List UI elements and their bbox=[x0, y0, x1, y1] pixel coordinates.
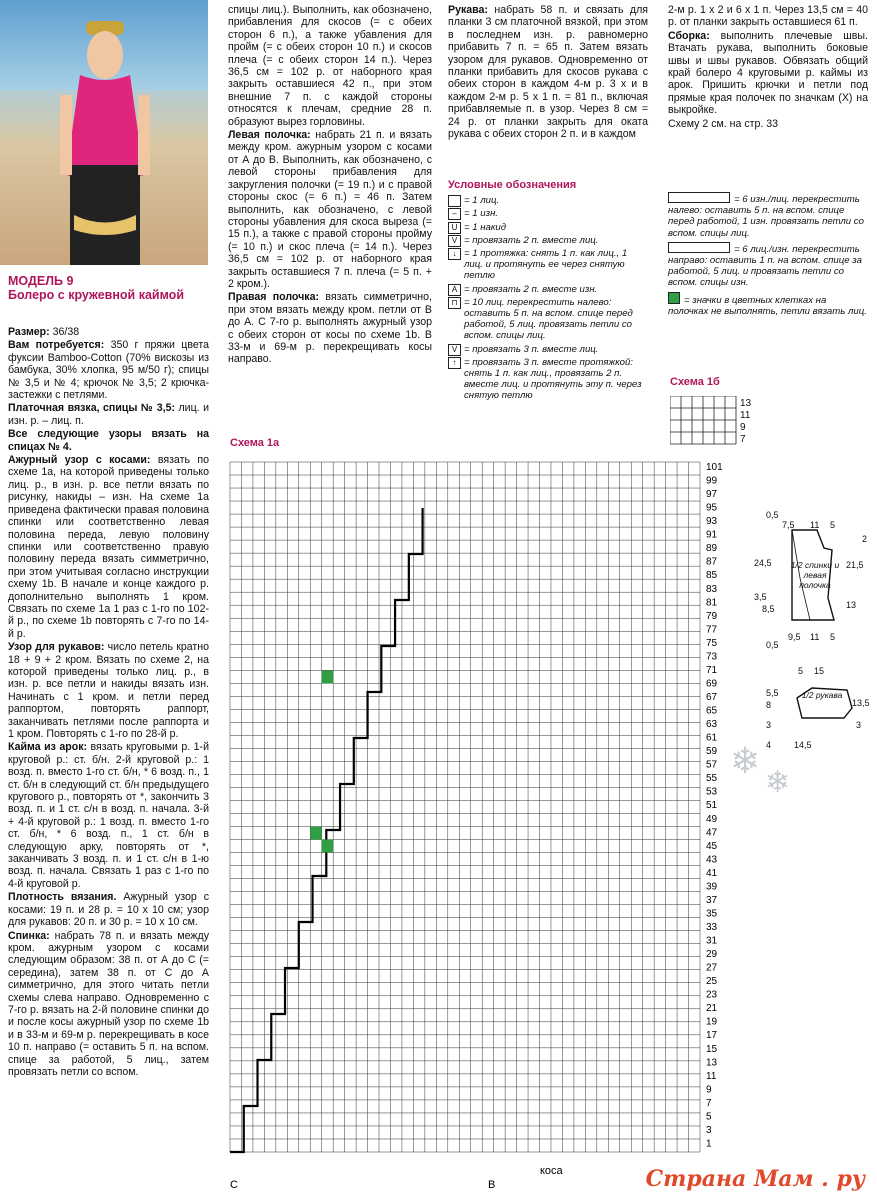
paragraph-heading: Плотность вязания. bbox=[8, 891, 117, 904]
row-number: 7 bbox=[706, 1097, 712, 1109]
dim-label: 3 bbox=[766, 720, 772, 730]
paragraph-text: набрать 21 п. и вязать между кром. ажурным узором с косами от А до В. Выполнить, как обозначено, с левой стороны прибавления для закругления полочки (= 19 п.) и с правой стороны скос (= 6 п.) = 46 п. Затем выполнить, как обозначено, с левой стороны убавления для скоса выреза (= 15 п.), а также с правой стороны пройму (= 10 п.) и скос плеча (= 14 п.). Через 36,5 см = 102 р. от наборного края закрыть оставшиеся 7 п. плеча (= 5 п. + 2 кром.). bbox=[228, 129, 432, 290]
row-number: 39 bbox=[706, 881, 718, 893]
chart-1b-title: Схема 1б bbox=[670, 376, 720, 388]
legend-symbol-icon: ↓ bbox=[448, 248, 461, 260]
legend-symbol-icon: ↑ bbox=[448, 357, 461, 369]
paragraph-heading: Платочная вязка, спицы № 3,5: bbox=[8, 402, 175, 415]
legend-item bbox=[448, 297, 648, 342]
label-b: B bbox=[488, 1179, 496, 1191]
dim-label: 8 bbox=[766, 700, 772, 710]
legend-text: = 10 лиц. перекрестить налево: оставить 5 п. на вспом. спице перед работой, 5 лиц. провязать петли со вспом. спицы лиц. bbox=[464, 296, 633, 342]
legend-text: = 1 изн. bbox=[464, 208, 499, 220]
row-number: 91 bbox=[706, 529, 718, 541]
row-number: 37 bbox=[706, 894, 718, 906]
legend-item bbox=[448, 248, 648, 282]
row-number: 13 bbox=[706, 1057, 718, 1069]
pattern-label-bodice: 1/2 спинки и левая полочка bbox=[790, 560, 840, 590]
paragraph-heading: Вам потребуется: bbox=[8, 339, 105, 352]
dim-label: 7,5 bbox=[782, 520, 795, 530]
row-number: 27 bbox=[706, 962, 718, 974]
row-number: 81 bbox=[706, 597, 718, 609]
paragraph-heading: Ажурный узор с косами: bbox=[8, 454, 151, 467]
paragraph bbox=[8, 326, 209, 338]
paragraph-text: вязать круговыми р. 1-й круговой р.: ст. б/н. 2-й круговой р.: 1 возд. п. вместо 1-го ст. б/н, * 6 возд. п., 1 ст. б/н в следующий ст. б/н предыдущего кругового р., повторять от *, закончить 3 возд. п. и 1 ст. с/н в возд. п. начала. 3-й + 4-й круговой р.: 1 возд. п. вместо 1-го ст. б/н, * 6 возд. п., 1 ст. б/н в следующую арку, повторять от *, заканчивать 3 возд. п. и 1 ст. с/н в 1-ю возд. п. начала. Связать 1 раз с 1-го по 4-й круговой р. bbox=[8, 741, 209, 890]
legend-text: = 6 лиц./изн. перекрестить направо: оставить 1 п. на вспом. спице за работой, 5 лиц. и провязать петли со вспом. спицы изн. bbox=[668, 243, 862, 289]
paragraph bbox=[228, 129, 432, 290]
row-number: 1 bbox=[706, 1138, 712, 1150]
row-number: 3 bbox=[706, 1124, 712, 1136]
snowflake-icon: ❄ bbox=[765, 766, 791, 799]
model-heading bbox=[8, 274, 184, 302]
dim-label: 14,5 bbox=[794, 740, 812, 750]
chart-1a-title: Схема 1а bbox=[230, 437, 280, 449]
dim-label: 24,5 bbox=[754, 558, 772, 568]
cross-symbol-icon bbox=[668, 242, 730, 253]
pattern-label-sleeve: 1/2 рукава bbox=[801, 690, 843, 700]
row-number: 5 bbox=[706, 1111, 712, 1123]
row-number: 13 bbox=[740, 398, 752, 409]
legend-item bbox=[668, 242, 868, 289]
paragraph bbox=[8, 891, 209, 928]
row-number: 15 bbox=[706, 1043, 718, 1055]
row-number: 85 bbox=[706, 570, 718, 582]
legend-item bbox=[448, 235, 648, 246]
legend-symbol-icon: ⊓ bbox=[448, 297, 461, 309]
paragraph bbox=[8, 641, 209, 740]
row-number: 23 bbox=[706, 989, 718, 1001]
legend-text: = провязать 3 п. вместе лиц. bbox=[464, 343, 599, 355]
row-number: 19 bbox=[706, 1016, 718, 1028]
row-number: 77 bbox=[706, 624, 718, 636]
paragraph-heading: Все следующие узоры вязать на спицах № 4. bbox=[8, 428, 209, 453]
row-number: 83 bbox=[706, 583, 718, 595]
legend-item bbox=[668, 192, 868, 239]
paragraph-text: вязать по схеме 1а, на которой приведены только лиц. р., в изн. р. все петли вязать по рисунку, накиды – изн. На схеме 1а приведена фактически правая половина спинки или соответственно левая половина переда, левую половину спинки или соответственно правую половину переда вязать симметрично, при этом учитывая согласно инструкции схему 1b. В начале и конце каждого р. дополнительно выполнять 1 кром. Связать по схеме 1а 1 раз с 1-го по 102-й р., по схеме 1b повторять с 7-го по 14-й р. bbox=[8, 454, 209, 640]
dim-label: 15 bbox=[814, 666, 825, 676]
legend-item bbox=[448, 284, 648, 295]
dim-label: 21,5 bbox=[846, 560, 864, 570]
legend-item bbox=[448, 195, 648, 206]
dim-label: 5 bbox=[798, 666, 804, 676]
legend-symbol-icon: V bbox=[448, 235, 461, 247]
row-number: 97 bbox=[706, 489, 718, 501]
paragraph bbox=[8, 428, 209, 453]
row-number: 43 bbox=[706, 854, 718, 866]
dim-label: 13 bbox=[846, 600, 857, 610]
row-number: 41 bbox=[706, 867, 718, 879]
row-number: 61 bbox=[706, 732, 718, 744]
legend-symbol-icon: – bbox=[448, 208, 461, 220]
row-number: 45 bbox=[706, 840, 718, 852]
legend-title: Условные обозначения bbox=[448, 179, 577, 191]
row-number: 67 bbox=[706, 692, 718, 703]
paragraph bbox=[8, 339, 209, 401]
row-number: 59 bbox=[706, 746, 718, 758]
row-number: 89 bbox=[706, 543, 718, 555]
row-number: 93 bbox=[706, 516, 718, 528]
paragraph-heading: Правая полочка: bbox=[228, 291, 320, 304]
braid-label: коса bbox=[540, 1165, 563, 1177]
paragraph-text: Схему 2 см. на стр. 33 bbox=[668, 117, 779, 130]
dim-label: 4 bbox=[766, 740, 772, 750]
dim-label: 5 bbox=[830, 632, 836, 642]
row-number: 29 bbox=[706, 949, 718, 961]
row-number: 71 bbox=[706, 664, 718, 676]
dim-label: 11 bbox=[810, 520, 820, 530]
paragraph bbox=[448, 4, 648, 140]
row-number: 17 bbox=[706, 1030, 718, 1042]
row-number: 9 bbox=[740, 422, 746, 433]
dim-label: 5,5 bbox=[766, 688, 779, 698]
row-number: 49 bbox=[706, 813, 718, 825]
paragraph bbox=[8, 402, 209, 427]
paragraph-heading: Спинка: bbox=[8, 929, 50, 942]
row-number: 11 bbox=[740, 410, 751, 421]
green-cell bbox=[322, 670, 333, 683]
paragraph-heading: Узор для рукавов: bbox=[8, 641, 105, 654]
legend bbox=[448, 180, 648, 404]
legend-text: = значки в цветных клетках на полочках не выполнять, петли вязать лиц. bbox=[668, 294, 867, 317]
legend-item bbox=[668, 292, 868, 317]
paragraph-text: 36/38 bbox=[49, 326, 80, 338]
paragraph-text: число петель кратно 18 + 9 + 2 кром. Вязать по схеме 2, на которой приведены только лиц. р., в изн. р. все петли и накиды вязать изн. Начинать с 1 кром. и петли перед раппортом, повторять раппорт, заканчивать петлями после раппорта и 1 кром. Повторять с 1-го по 28-й р. bbox=[8, 641, 209, 740]
dim-label: 0,5 bbox=[766, 640, 779, 650]
legend-crossings bbox=[668, 192, 868, 320]
green-cell bbox=[322, 840, 333, 853]
text-column-2 bbox=[228, 4, 432, 367]
row-number: 51 bbox=[706, 800, 718, 812]
text-column-3 bbox=[448, 4, 648, 141]
legend-symbol-icon: A bbox=[448, 284, 461, 296]
paragraph bbox=[668, 118, 868, 130]
green-cell-icon bbox=[668, 292, 680, 304]
paragraph-heading: Сборка: bbox=[668, 29, 710, 42]
paragraph-heading: Левая полочка: bbox=[228, 129, 311, 142]
legend-text: = 1 лиц. bbox=[464, 195, 500, 207]
dim-label: 11 bbox=[810, 632, 820, 642]
shaping-outline bbox=[230, 508, 423, 1152]
legend-symbol-icon: V bbox=[448, 344, 461, 356]
paragraph-text: выполнить плечевые швы. Втачать рукава, выполнить боковые швы и швы рукавов. Обвязать общий край болеро 4 круговыми р. каймы из арок. Пришить крючки и петли под прямые края полочек по значкам (Х) на выкройке. bbox=[668, 29, 868, 117]
legend-text: = провязать 3 п. вместе протяжкой: снять 1 п. как лиц., провязать 2 п. вместе лиц. и протянуть эту п. через снятую петлю bbox=[464, 356, 642, 402]
paragraph-text: 350 г пряжи цвета фуксии Bamboo-Cotton (70% вискозы из бамбука, 30% хлопка, 95 м/50 г); спицы № 3,5 и № 4; крючок № 3,5; 2 крючка-застежки с петлями. bbox=[8, 339, 209, 402]
paragraph bbox=[228, 4, 432, 128]
pattern-pieces bbox=[752, 508, 872, 758]
dim-label: 0,5 bbox=[766, 510, 779, 520]
row-number: 69 bbox=[706, 678, 718, 690]
row-number: 87 bbox=[706, 556, 718, 568]
paragraph-text: набрать 58 п. и связать для планки 3 см платочной вязкой, при этом в последнем изн. р. равномерно прибавить 7 п. = 65 п. Затем вязать узором для рукавов. Одновременно от планки прибавить для скосов рукава с обеих сторон в каждом 4-м р. 3 х и в каждом 2-м р. 5 х 1 п. = 81 п., включая прибавляемые п. в узор. Через 8 см = 24 р. от планки закрыть для оката рукава с обеих сторон 2 п. и в каждом bbox=[448, 4, 648, 141]
row-number: 21 bbox=[706, 1003, 718, 1015]
model-figure bbox=[60, 15, 150, 265]
paragraph bbox=[228, 291, 432, 365]
paragraph bbox=[8, 741, 209, 890]
paragraph-text: лиц. и изн. р. – лиц. п. bbox=[8, 402, 209, 427]
paragraph bbox=[8, 930, 209, 1079]
row-number: 55 bbox=[706, 773, 718, 785]
dim-label: 3,5 bbox=[754, 592, 767, 602]
row-number: 7 bbox=[740, 434, 746, 445]
row-number: 101 bbox=[706, 462, 723, 473]
legend-item bbox=[448, 222, 648, 233]
cross-symbol-icon bbox=[668, 192, 730, 203]
paragraph-heading: Рукава: bbox=[448, 4, 488, 16]
paragraph bbox=[668, 4, 868, 29]
row-number: 65 bbox=[706, 705, 718, 717]
snowflake-icon: ❄ bbox=[730, 740, 761, 781]
label-c: C bbox=[230, 1179, 238, 1191]
paragraph-text: Ажурный узор с косами: 19 п. и 28 р. = 10 х 10 см; узор для рукавов: 20 п. и 30 р. = 10 х 10 см. bbox=[8, 891, 209, 929]
paragraph-text: вязать симметрично, при этом вязать между кром. петли от В до А. С 7-го р. выполнять ажурный узор с обеих сторон от косы по схеме 1b. В 33-м и 69-м р. перекрещивать косы направо. bbox=[228, 291, 432, 366]
dim-label: 2 bbox=[862, 534, 868, 544]
paragraph-text: набрать 78 п. и вязать между кром. ажурным узором с косами следующим образом: 38 п. от А до С (= середина), затем 38 п. от С до А симметрично, для этого читать петли схемы слева направо. Одновременно с 7-го р. вязать на 2-й половине спинки до и после косы ажурный узор по схеме 1b и в 33-м и 69-м р. перекрещивать в косе 10 п. направо (= оставить 5 п. на вспом. спице за работой, 5 лиц., затем провязать петли со вспом. bbox=[8, 929, 209, 1078]
legend-text: = 1 накид bbox=[464, 221, 507, 233]
legend-text: = провязать 2 п. вместе лиц. bbox=[464, 234, 599, 246]
row-number: 57 bbox=[706, 759, 718, 771]
row-number: 9 bbox=[706, 1084, 712, 1096]
row-number: 47 bbox=[706, 827, 718, 839]
row-number: 25 bbox=[706, 976, 718, 988]
row-number: 11 bbox=[706, 1070, 717, 1082]
legend-item bbox=[448, 357, 648, 402]
legend-symbol-icon: U bbox=[448, 222, 461, 234]
row-number: 63 bbox=[706, 719, 718, 731]
paragraph-text: 2-м р. 1 х 2 и 6 х 1 п. Через 13,5 см = 40 р. от планки закрыть оставшиеся 61 п. bbox=[668, 4, 868, 29]
row-number: 79 bbox=[706, 610, 718, 622]
dim-label: 9,5 bbox=[788, 632, 801, 642]
model-title: МОДЕЛЬ 9 bbox=[8, 274, 74, 288]
dim-label: 5 bbox=[830, 520, 836, 530]
legend-text: = 6 изн./лиц. перекрестить налево: оставить 5 п. на вспом. спице перед работой, 1 изн. провязать петли со вспом. спицы лиц. bbox=[668, 194, 864, 239]
legend-item bbox=[448, 344, 648, 355]
paragraph bbox=[8, 454, 209, 640]
legend-item bbox=[448, 208, 648, 219]
model-photo bbox=[0, 0, 208, 265]
paragraph-heading: Размер: bbox=[8, 326, 50, 338]
legend-text: = 1 протяжка: снять 1 п. как лиц., 1 лиц. и протянуть ее через снятую петлю bbox=[464, 248, 628, 282]
green-cell bbox=[310, 827, 321, 840]
row-number: 31 bbox=[706, 935, 718, 947]
paragraph-text: спицы лиц.). Выполнить, как обозначено, прибавления для скосов (= с обеих сторон 6 п.), а также убавления для пройм (= с обеих сторон 10 п.) и скосов плеча (= с обеих сторон 14 п.). Через 36,5 см = 102 р. от наборного края закрыть оставшиеся 42 п., при этом внешние 7 п. с каждой стороны относятся к плечам, средние 28 п. образуют вырез горловины. bbox=[228, 4, 432, 128]
text-column-4 bbox=[668, 4, 868, 131]
dim-label: 3 bbox=[856, 720, 862, 730]
row-number: 95 bbox=[706, 502, 718, 514]
paragraph-heading: Кайма из арок: bbox=[8, 741, 88, 754]
dim-label: 13,5 bbox=[852, 698, 870, 708]
legend-symbol-icon bbox=[448, 195, 461, 207]
text-column-1 bbox=[8, 326, 209, 1079]
chart-1b bbox=[670, 396, 760, 454]
row-number: 35 bbox=[706, 908, 718, 920]
legend-text: = провязать 2 п. вместе изн. bbox=[464, 283, 598, 295]
model-subtitle: Болеро с кружевной каймой bbox=[8, 288, 185, 302]
row-number: 33 bbox=[706, 922, 718, 933]
row-number: 75 bbox=[706, 637, 718, 649]
site-watermark: Страна Мам . ру bbox=[645, 1166, 865, 1192]
row-number: 53 bbox=[706, 786, 718, 798]
dim-label: 8,5 bbox=[762, 604, 775, 614]
row-number: 99 bbox=[706, 475, 718, 487]
paragraph bbox=[668, 30, 868, 117]
row-number: 73 bbox=[706, 651, 718, 663]
